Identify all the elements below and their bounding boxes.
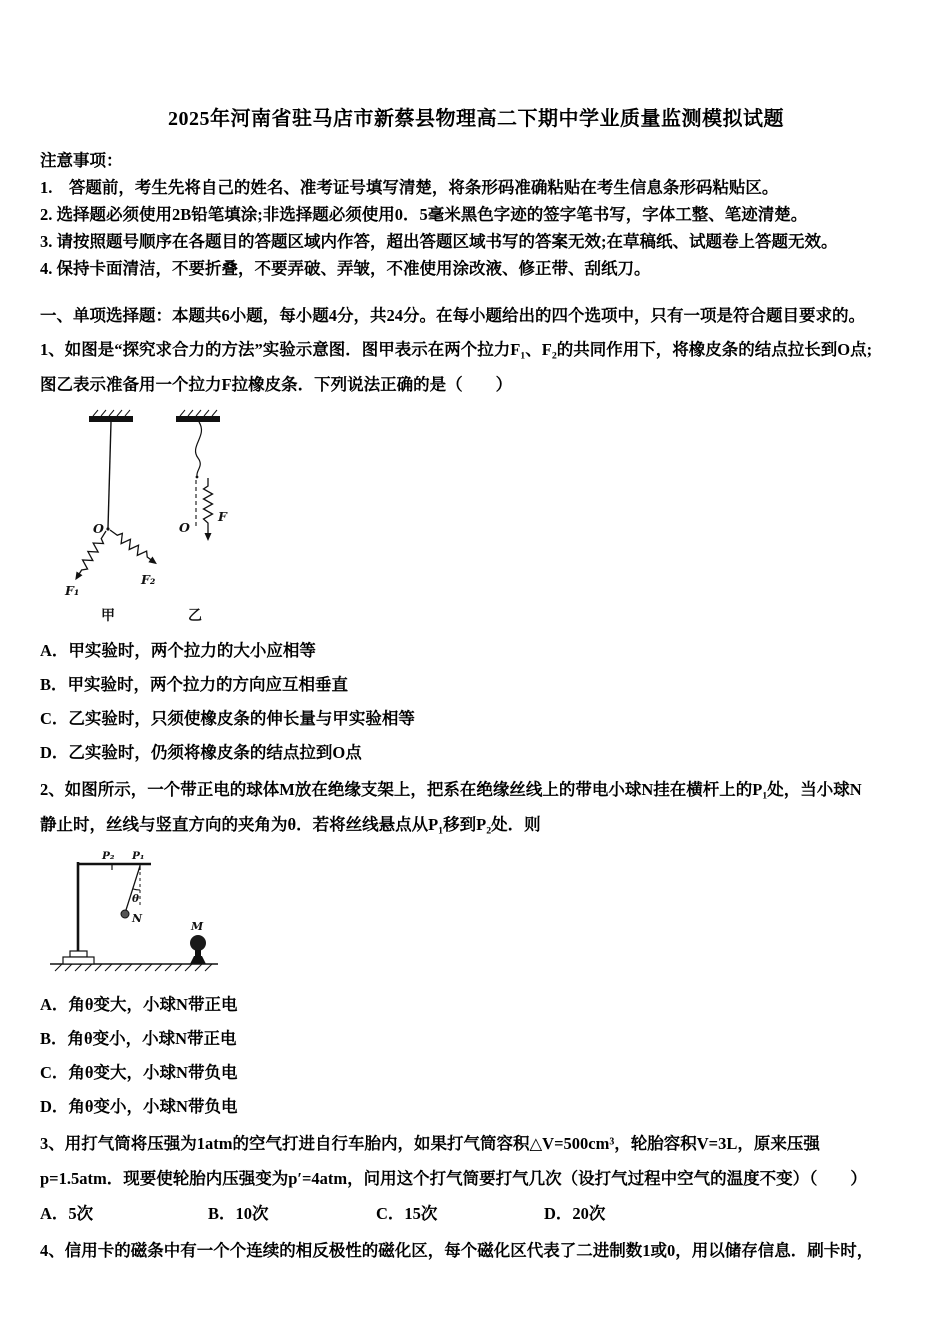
- fig1-jia-knot: [106, 527, 109, 530]
- q1-text-line2: 图乙表示准备用一个拉力F拉橡皮条．下列说法正确的是（ ）: [40, 375, 513, 394]
- fig1-yi-knot: [196, 476, 199, 479]
- q1-text-line1: 1、如图是“探究求合力的方法”实验示意图．图甲表示在两个拉力F₁、F₂的共同作用下，将橡皮条的结点拉长到O点;: [40, 340, 873, 359]
- fig1-F1-label: F₁: [65, 583, 80, 598]
- fig2-M-support-base: [190, 956, 206, 964]
- fig2-stand-base-block: [70, 951, 87, 957]
- notice-item: 1. 答题前，考生先将自己的姓名、准考证号填写清楚，将条形码准确粘贴在考生信息条形码粘贴区。: [40, 178, 779, 197]
- section1-heading: 一、单项选择题：本题共6小题，每小题4分，共24分。在每小题给出的四个选项中，只有一项是符合题目要求的。: [40, 306, 865, 325]
- fig1-jia-ceiling-hatch: [93, 410, 130, 416]
- q3-option-b: B．10次: [208, 1204, 269, 1223]
- fig1-yi-ceiling-bar: [176, 416, 220, 422]
- fig1-jia-setup: [64, 410, 160, 624]
- q3-option-d: D．20次: [544, 1204, 606, 1223]
- fig1-spring-F: [204, 478, 213, 541]
- fig2-P1-label: P₁: [132, 850, 145, 862]
- q3-option-c: C．15次: [376, 1204, 438, 1223]
- fig2-ball-M: [190, 935, 206, 951]
- q1-option-b: B．甲实验时，两个拉力的方向应互相垂直: [40, 675, 349, 694]
- q3-text-line2: p=1.5atm．现要使轮胎内压强变为p′=4atm，问用这个打气筒要打气几次（设打气过程中空气的温度不变）（ ）: [40, 1169, 867, 1188]
- q4-text-line1: 4、信用卡的磁条中有一个个连续的相反极性的磁化区，每个磁化区代表了二进制数1或0，用以储存信息．刷卡时，: [40, 1241, 874, 1260]
- fig1-spring-F2: [107, 526, 159, 567]
- q2-figure: [48, 848, 223, 978]
- page-title: 2025年河南省驻马店市新蔡县物理高二下期中学业质量监测模拟试题: [168, 108, 784, 130]
- fig1-yi-slack-rubber-band: [196, 422, 202, 476]
- fig1-F2-label: F₂: [141, 572, 156, 587]
- notice-item: 3. 请按照题号顺序在各题目的答题区域内作答，超出答题区域书写的答案无效;在草稿纸、试题卷上答题无效。: [40, 232, 838, 251]
- fig2-ball-N: [121, 910, 129, 918]
- notice-heading: 注意事项：: [40, 151, 123, 170]
- q3-text-line1: 3、用打气筒将压强为1atm的空气打进自行车胎内，如果打气筒容积△V=500cm³，轮胎容积V=3L，原来压强: [40, 1134, 820, 1153]
- notice-item: 4. 保持卡面清洁，不要折叠，不要弄破、弄皱，不准使用涂改液、修正带、刮纸刀。: [40, 259, 651, 278]
- notice-item: 2. 选择题必须使用2B铅笔填涂;非选择题必须使用0．5毫米黑色字迹的签字笔书写，字体工整、笔迹清楚。: [40, 205, 808, 224]
- fig1-yi-setup: [176, 410, 228, 624]
- question-1: [40, 332, 912, 770]
- fig1-yi-caption: 乙: [188, 608, 202, 624]
- question-2: [40, 772, 912, 1124]
- fig2-M-label: M: [191, 920, 204, 933]
- fig2-ground-hatch: [55, 964, 212, 971]
- fig2-M-support-stem: [195, 950, 201, 957]
- q1-figure: [55, 408, 250, 630]
- fig2-stand-base-foot: [63, 957, 94, 964]
- q3-option-a: A．5次: [40, 1204, 94, 1223]
- notice-section: [40, 147, 912, 282]
- fig1-yi-O-label: O: [179, 520, 190, 535]
- fig1-jia-caption: 甲: [101, 608, 115, 624]
- question-4: [40, 1233, 912, 1268]
- q1-option-a: A．甲实验时，两个拉力的大小应相等: [40, 641, 316, 660]
- fig1-jia-rubber-band: [108, 422, 111, 528]
- fig2-P2-label: P₂: [102, 850, 115, 862]
- fig1-spring-F1: [71, 529, 109, 583]
- fig1-yi-ceiling-hatch: [180, 410, 217, 416]
- q2-option-d: D．角θ变小，小球N带负电: [40, 1097, 238, 1116]
- q1-option-d: D．乙实验时，仍须将橡皮条的结点拉到O点: [40, 743, 362, 762]
- q2-option-c: C．角θ变大，小球N带负电: [40, 1063, 238, 1082]
- fig2-N-label: N: [132, 912, 143, 925]
- q2-option-a: A．角θ变大，小球N带正电: [40, 995, 238, 1014]
- fig1-jia-ceiling-bar: [89, 416, 133, 422]
- fig1-F-label: F: [218, 509, 227, 524]
- q2-option-b: B．角θ变小，小球N带正电: [40, 1029, 237, 1048]
- q3-options-row: [40, 1196, 912, 1231]
- q2-text-line2: 静止时，丝线与竖直方向的夹角为θ．若将丝线悬点从P₁移到P₂处．则: [40, 815, 541, 834]
- q2-text-line1: 2、如图所示，一个带正电的球体M放在绝缘支架上，把系在绝缘丝线上的带电小球N挂在横杆上的P₁处，当小球N: [40, 780, 862, 799]
- fig2-theta-arc: [133, 889, 140, 890]
- q1-option-c: C．乙实验时，只须使橡皮条的伸长量与甲实验相等: [40, 709, 415, 728]
- fig2-theta-label: θ: [132, 893, 140, 905]
- question-3: [40, 1126, 912, 1231]
- fig1-jia-O-label: O: [93, 521, 104, 536]
